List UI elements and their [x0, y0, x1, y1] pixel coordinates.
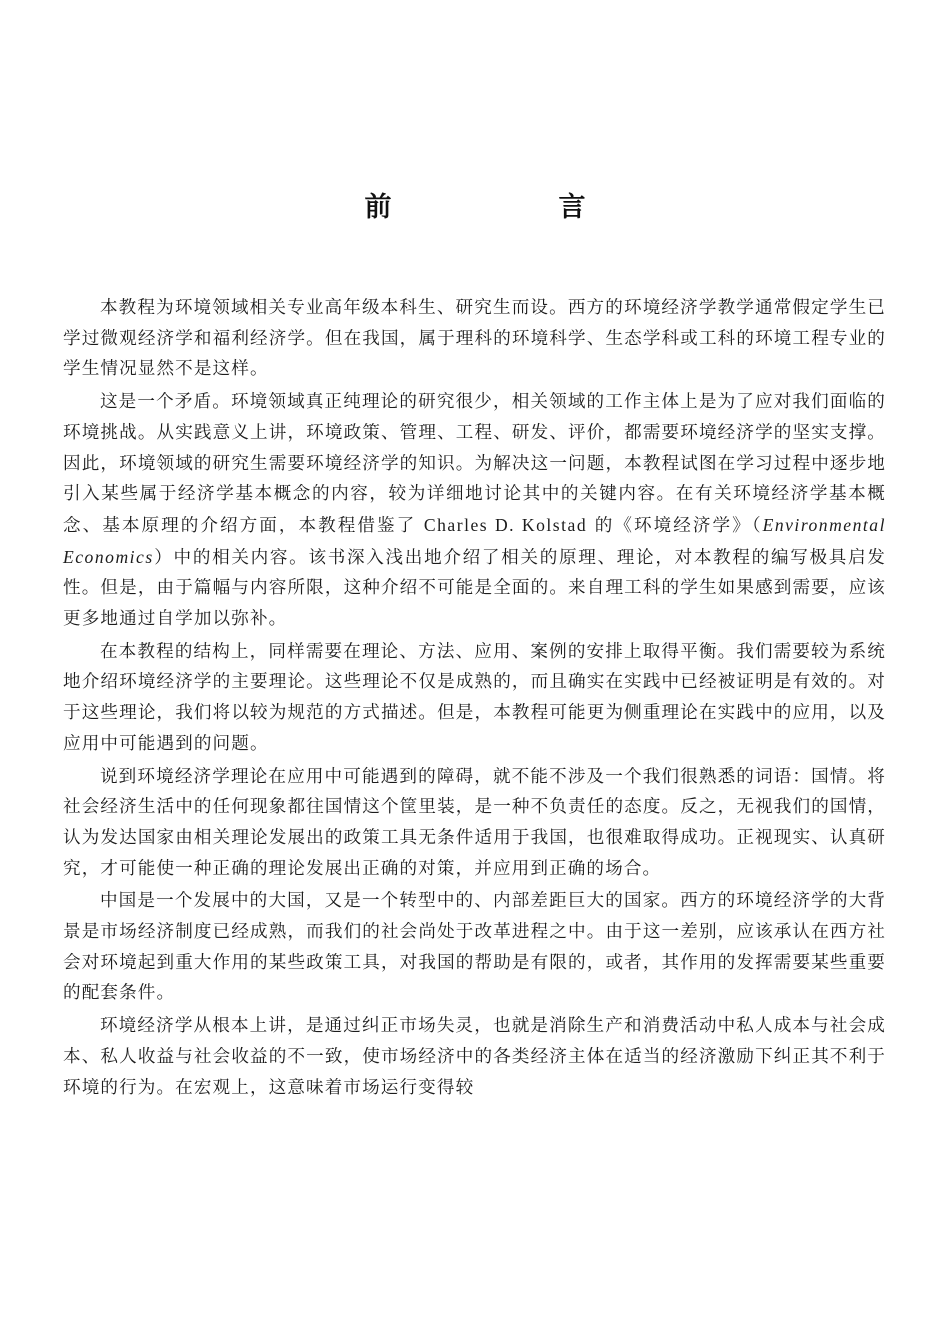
paragraph-2-text-a: 这是一个矛盾。环境领域真正纯理论的研究很少，相关领域的工作主体上是为了应对我们面临的环境挑战。从实践意义上讲，环境政策、管理、工程、研发、评价，都需要环境经济学的坚实支撑。因此，环境领域的研究生需要环境经济学的知识。为解决这一问题，本教程试图在学习过程中逐步地引入某些属于经济学基本概念的内容，较为详细地讨论其中的关键内容。在有关环境经济学基本概念、基本原理的介绍方面，本教程借鉴了 — [63, 392, 886, 536]
paragraph-4: 说到环境经济学理论在应用中可能遇到的障碍，就不能不涉及一个我们很熟悉的词语：国情。将社会经济生活中的任何现象都往国情这个筐里装，是一种不负责任的态度。反之，无视我们的国情，认为发达国家由相关理论发展出的政策工具无条件适用于我国，也很难取得成功。正视现实、认真研究，才可能使一种正确的理论发展出正确的对策，并应用到正确的场合。 — [63, 766, 886, 879]
paragraph-5: 中国是一个发展中的大国，又是一个转型中的、内部差距巨大的国家。西方的环境经济学的大背景是市场经济制度已经成熟，而我们的社会尚处于改革进程之中。由于这一差别，应该承认在西方社会对环境起到重大作用的某些政策工具，对我国的帮助是有限的，或者，其作用的发挥需要某些重要的配套条件。 — [63, 891, 886, 1004]
paragraph-1: 本教程为环境领域相关专业高年级本科生、研究生而设。西方的环境经济学教学通常假定学生已学过微观经济学和福利经济学。但在我国，属于理科的环境科学、生态学科或工科的环境工程专业的学生情况显然不是这样。 — [63, 298, 886, 380]
paragraph-3: 在本教程的结构上，同样需要在理论、方法、应用、案例的安排上取得平衡。我们需要较为系统地介绍环境经济学的主要理论。这些理论不仅是成熟的，而且确实在实践中已经被证明是有效的。对于这些理论，我们将以较为规范的方式描述。但是，本教程可能更为侧重理论在实践中的应用，以及应用中可能遇到的问题。 — [63, 641, 886, 754]
book-title-english: Environmental Economics — [63, 514, 886, 567]
paragraph-2-text-b: 的《环境经济学》（ — [587, 515, 763, 536]
author-name: Charles D. Kolstad — [423, 514, 588, 535]
page-title: 前 言 — [364, 192, 656, 223]
paragraph-2-text-c: ）中的相关内容。该书深入浅出地介绍了相关的原理、理论，对本教程的编写极具启发性。但是，由于篇幅与内容所限，这种介绍不可能是全面的。来自理工科的学生如果感到需要，应该更多地通过自学加以弥补。 — [63, 547, 886, 630]
paragraph-6: 环境经济学从根本上讲，是通过纠正市场失灵，也就是消除生产和消费活动中私人成本与社会成本、私人收益与社会收益的不一致，使市场经济中的各类经济主体在适当的经济激励下纠正其不利于环境的行为。在宏观上，这意味着市场运行变得较 — [63, 1016, 886, 1098]
paragraph-2 — [63, 387, 886, 635]
preface-body — [63, 293, 886, 1103]
